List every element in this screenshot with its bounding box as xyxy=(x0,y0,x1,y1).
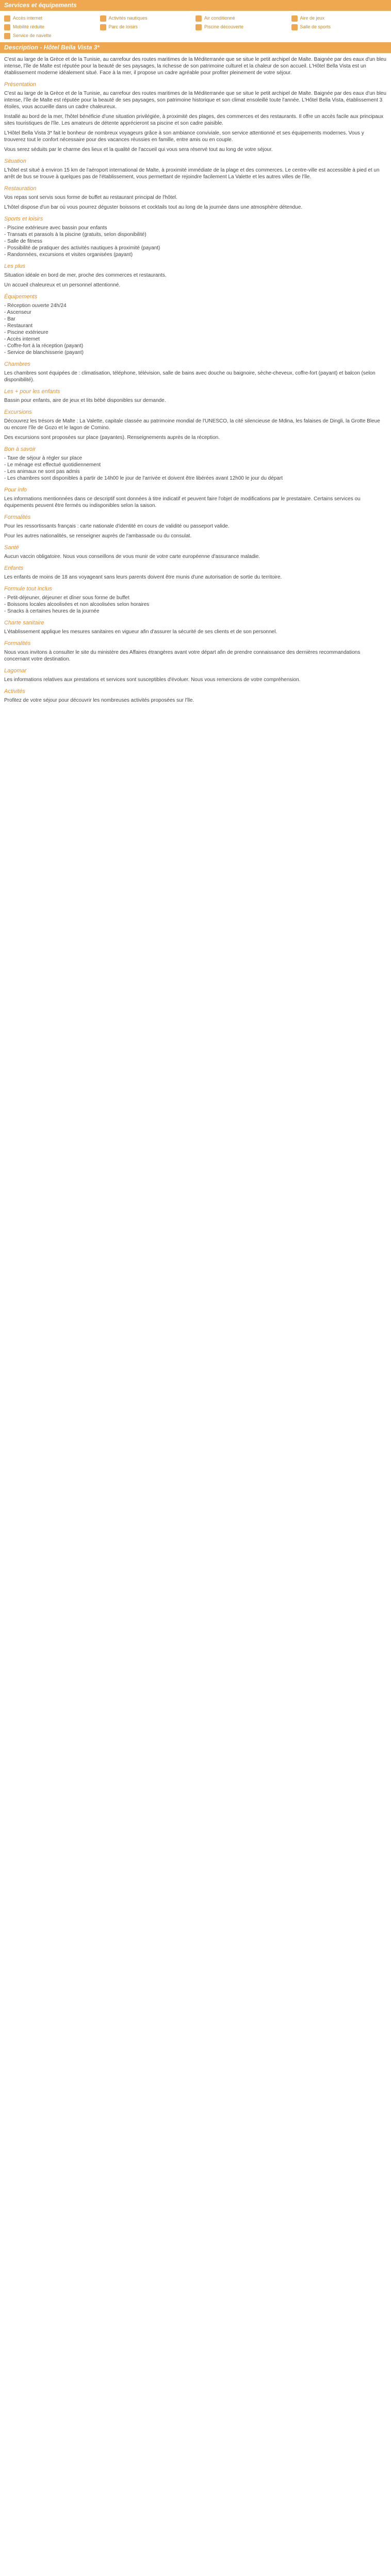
service-label: Piscine découverte xyxy=(204,24,244,29)
park-icon xyxy=(100,24,106,30)
shuttle-icon xyxy=(4,33,10,39)
section-paragraph: Les chambres sont équipées de : climatisation, téléphone, télévision, salle de bains avec douche ou baignoire, sèche-cheveux, coffre-fort (payant) et balcon (selon disponibilité). xyxy=(4,370,376,383)
list-item: - Ascenseur xyxy=(4,310,31,315)
list-item: - Le ménage est effectué quotidiennement xyxy=(4,462,101,468)
section xyxy=(4,640,387,663)
section-title: Santé xyxy=(4,545,19,551)
section-list xyxy=(4,595,387,615)
section-paragraph: C'est au large de la Grèce et de la Tunisie, au carrefour des routes maritimes de la Méditerranée que se situe le petit archipel de Malte. Baignée par des eaux d'un bleu intense, l'île de Malte est réputée pour la beauté de ses paysages, son patrimoine historique et son climat ensoleillé toute l'année. L'Hôtel Bella Vista, établissement 3 étoiles, vous accueille dans un cadre chaleureux. xyxy=(4,91,386,110)
section-title: Présentation xyxy=(4,81,36,88)
section-paragraph: Pour les autres nationalités, se renseigner auprès de l'ambassade ou du consulat. xyxy=(4,533,192,539)
content xyxy=(0,56,391,704)
section-title: Formule tout inclus xyxy=(4,586,52,592)
section xyxy=(4,158,387,180)
services-grid xyxy=(0,14,391,42)
section-paragraph: Aucun vaccin obligatoire. Nous vous conseillons de vous munir de votre carte européenne d'assurance maladie. xyxy=(4,554,260,560)
section xyxy=(4,409,387,441)
snowflake-icon xyxy=(196,15,202,22)
section-title: Situation xyxy=(4,158,26,164)
list-item: - Salle de fitness xyxy=(4,239,42,244)
section-paragraph: Bassin pour enfants, aire de jeux et lits bébé disponibles sur demande. xyxy=(4,398,166,403)
section xyxy=(4,620,387,635)
list-item: - Possibilité de pratiquer des activités nautiques à proximité (payant) xyxy=(4,245,160,251)
service-label: Accès internet xyxy=(13,15,43,21)
list-item: - Restaurant xyxy=(4,323,33,329)
wifi-icon xyxy=(4,15,10,22)
service-label: Mobilité réduite xyxy=(13,24,45,29)
service-item xyxy=(4,24,100,30)
section-paragraph: Vous serez séduits par le charme des lieux et la qualité de l'accueil qui vous sera réservé tout au long de votre séjour. xyxy=(4,147,273,152)
section xyxy=(4,294,387,356)
list-item: - Transats et parasols à la piscine (gratuits, selon disponibilité) xyxy=(4,232,146,238)
service-item xyxy=(291,15,387,22)
section-title: Les plus xyxy=(4,263,25,269)
list-item: - Piscine extérieure avec bassin pour enfants xyxy=(4,225,107,231)
boat-icon xyxy=(100,15,106,22)
section-paragraph: Pour les ressortissants français : carte nationale d'identité en cours de validité ou passeport valide. xyxy=(4,523,230,529)
section-paragraph: Installé au bord de la mer, l'hôtel bénéficie d'une situation privilégiée, à proximité des plages, des commerces et des restaurants. Il offre un accès facile aux principaux sites touristiques de l'île. Les amateurs de détente apprécieront sa piscine et son cadre paisible. xyxy=(4,114,384,126)
section-title: Équipements xyxy=(4,294,38,300)
intro-text: C'est au large de la Grèce et de la Tunisie, au carrefour des routes maritimes de la Méditerranée que se situe le petit archipel de Malte. Baignée par des eaux d'un bleu intense, l'île de Malte est réputée pour la beauté de ses paysages, la richesse de son patrimoine culturel et la chaleur de son accueil. L'Hôtel Bella Vista est un établissement moderne idéalement situé. Face à la mer, il propose un cadre agréable pour profiter pleinement de votre séjour. xyxy=(4,57,386,76)
service-label: Activités nautiques xyxy=(108,15,148,21)
section-paragraph: L'Hôtel Bella Vista 3* fait le bonheur de nombreux voyageurs grâce à son ambiance conviviale, son service attentionné et ses équipements modernes. Vous y trouverez tout le confort nécessaire pour des vacances réussies en famille, entre amis ou en couple. xyxy=(4,130,364,143)
section-paragraph: L'établissement applique les mesures sanitaires en vigueur afin d'assurer la sécurité de ses clients et de son personnel. xyxy=(4,629,278,635)
service-item xyxy=(196,24,291,30)
service-label: Parc de loisirs xyxy=(108,24,138,29)
list-item: - Coffre-fort à la réception (payant) xyxy=(4,343,84,349)
pool-icon xyxy=(196,24,202,30)
section xyxy=(4,216,387,258)
section-title: Charte sanitaire xyxy=(4,620,44,626)
section xyxy=(4,185,387,211)
section-paragraph: Les informations relatives aux prestations et services sont susceptibles d'évoluer. Nous vous remercions de votre compréhension. xyxy=(4,677,301,683)
section-list xyxy=(4,225,387,258)
section-list xyxy=(4,455,387,482)
section-title: Pour info xyxy=(4,487,27,493)
section-paragraph: Nous vous invitons à consulter le site du ministère des Affaires étrangères avant votre départ afin de prendre connaissance des dernières recommandations concernant votre destination. xyxy=(4,650,361,662)
list-item: - Réception ouverte 24h/24 xyxy=(4,303,67,309)
list-item: - Piscine extérieure xyxy=(4,330,48,335)
description-banner: Description - Hôtel Bella Vista 3* xyxy=(0,42,391,53)
section-title: Chambres xyxy=(4,361,30,367)
section-title: Formalités xyxy=(4,514,31,520)
section-title: Excursions xyxy=(4,409,32,415)
section-paragraph: Les enfants de moins de 18 ans voyageant sans leurs parents doivent être munis d'une autorisation de sortie du territoire. xyxy=(4,574,282,580)
section xyxy=(4,446,387,482)
section-title: Lagomar xyxy=(4,668,27,674)
section xyxy=(4,487,387,509)
wheelchair-icon xyxy=(4,24,10,30)
dumbbell-icon xyxy=(291,24,298,30)
list-item: - Les animaux ne sont pas admis xyxy=(4,469,80,474)
section xyxy=(4,388,387,404)
section-title: Activités xyxy=(4,688,25,694)
list-item: - Snacks à certaines heures de la journée xyxy=(4,608,100,614)
section xyxy=(4,361,387,383)
list-item: - Petit-déjeuner, déjeuner et dîner sous forme de buffet xyxy=(4,595,129,601)
section-paragraph: Des excursions sont proposées sur place (payantes). Renseignements auprès de la réception. xyxy=(4,435,220,440)
service-item xyxy=(100,15,196,22)
section-list xyxy=(4,302,387,356)
service-item xyxy=(4,32,100,39)
list-item: - Accès internet xyxy=(4,336,40,342)
section-paragraph: Les informations mentionnées dans ce descriptif sont données à titre indicatif et peuvent faire l'objet de modifications par le prestataire. Certains services ou équipements peuvent être fermés ou indisponibles selon la saison. xyxy=(4,496,361,509)
section-paragraph: Vos repas sont servis sous forme de buffet au restaurant principal de l'hôtel. xyxy=(4,195,177,200)
section-paragraph: Profitez de votre séjour pour découvrir les nombreuses activités proposées sur l'île. xyxy=(4,698,194,703)
section-paragraph: L'hôtel dispose d'un bar où vous pourrez déguster boissons et cocktails tout au long de la journée dans une atmosphère détendue. xyxy=(4,205,303,210)
section-paragraph: Découvrez les trésors de Malte : La Valette, capitale classée au patrimoine mondial de l'UNESCO, la cité silencieuse de Mdina, les falaises de Dingli, la Grotte Bleue ou encore l'île de Gozo et le lagon de Comino. xyxy=(4,418,380,431)
section xyxy=(4,586,387,615)
section-title: Bon à savoir xyxy=(4,446,36,452)
service-label: Salle de sports xyxy=(300,24,331,29)
list-item: - Les chambres sont disponibles à partir de 14h00 le jour de l'arrivée et doivent être libérées avant 12h00 le jour du départ xyxy=(4,476,283,481)
service-label: Aire de jeux xyxy=(300,15,325,21)
service-item xyxy=(196,15,291,22)
section xyxy=(4,545,387,560)
service-item xyxy=(100,24,196,30)
section xyxy=(4,668,387,683)
section-title: Formalités xyxy=(4,640,31,647)
list-item: - Bar xyxy=(4,316,15,322)
playground-icon xyxy=(291,15,298,22)
service-item xyxy=(4,15,100,22)
list-item: - Boissons locales alcoolisées et non alcoolisées selon horaires xyxy=(4,602,150,607)
list-item: - Service de blanchisserie (payant) xyxy=(4,350,84,355)
section-paragraph: Un accueil chaleureux et un personnel attentionné. xyxy=(4,282,121,288)
section xyxy=(4,514,387,539)
service-label: Air conditionné xyxy=(204,15,235,21)
list-item: - Randonnées, excursions et visites organisées (payant) xyxy=(4,252,133,258)
list-item: - Taxe de séjour à régler sur place xyxy=(4,455,83,461)
section xyxy=(4,81,387,153)
section xyxy=(4,565,387,581)
section-paragraph: Situation idéale en bord de mer, proche des commerces et restaurants. xyxy=(4,273,167,278)
section xyxy=(4,688,387,704)
section xyxy=(4,263,387,289)
section-title: Les + pour les enfants xyxy=(4,388,60,395)
section-title: Sports et loisirs xyxy=(4,216,43,222)
services-banner: Services et équipements xyxy=(0,0,391,11)
section-title: Enfants xyxy=(4,565,24,571)
section-paragraph: L'hôtel est situé à environ 15 km de l'aéroport international de Malte, à proximité immédiate de la plage et des commerces. Le centre-ville est accessible à pied et un arrêt de bus se trouve à quelques pas de l'établissement, vous permettant de rejoindre facilement La Valette et les autres villes de l'île. xyxy=(4,167,380,180)
service-label: Service de navette xyxy=(13,33,52,38)
sections-container xyxy=(4,81,387,704)
service-item xyxy=(291,24,387,30)
section-title: Restauration xyxy=(4,185,37,192)
